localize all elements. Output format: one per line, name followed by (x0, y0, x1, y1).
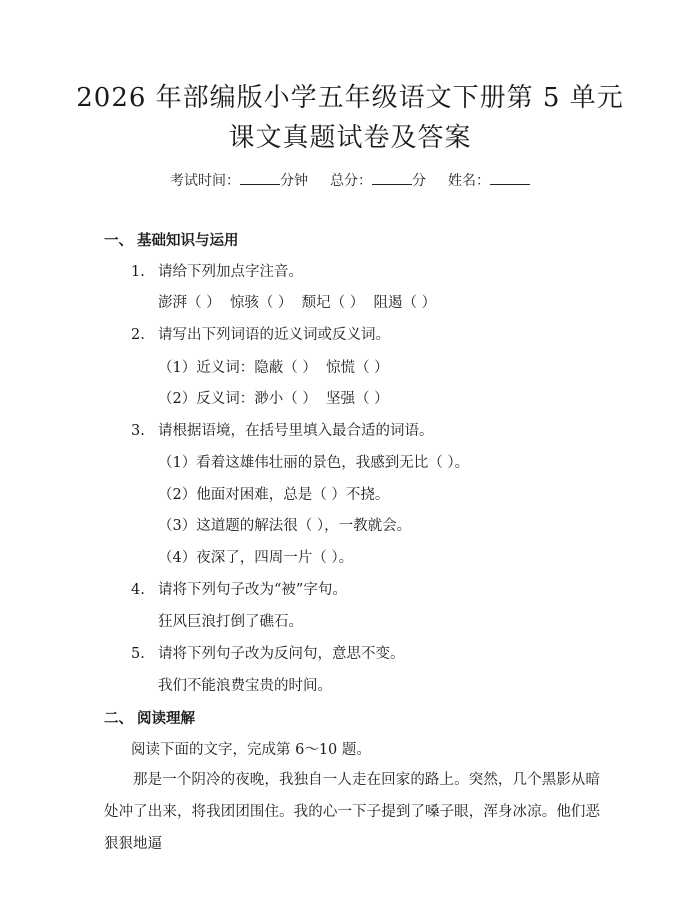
exam-meta (0, 170, 700, 190)
page-title-line1: 2026 年部编版小学五年级语文下册第 5 单元 (76, 83, 624, 113)
q2-line1: （1）近义词：隐蔽（ ） 惊慌（ ） (158, 360, 389, 376)
q3-text: 请根据语境，在括号里填入最合适的词语。 (158, 423, 434, 439)
q1-items: 澎湃（ ） 惊骇（ ） 颓圮（ ） 阻遏（ ） (158, 295, 437, 311)
score-unit: 分 (412, 173, 426, 189)
section2-number: 二、 (104, 710, 133, 727)
time-label: 考试时间： (170, 173, 240, 189)
q2-line2: （2）反义词：渺小（ ） 坚强（ ） (158, 391, 389, 407)
q4-sentence: 狂风巨浪打倒了礁石。 (158, 614, 303, 630)
q3-line4: （4）夜深了，四周一片（ ）。 (158, 550, 354, 566)
q3-number: 3. (131, 423, 145, 439)
q5-number: 5. (131, 646, 145, 662)
q3-line3: （3）这道题的解法很（ ），一教就会。 (158, 518, 412, 534)
q2-text: 请写出下列词语的近义词或反义词。 (158, 327, 390, 343)
q1-number: 1. (131, 264, 145, 280)
name-label: 姓名： (448, 173, 490, 189)
time-blank[interactable] (240, 172, 280, 185)
q5-sentence: 我们不能浪费宝贵的时间。 (158, 678, 332, 694)
name-blank[interactable] (490, 172, 530, 185)
time-unit: 分钟 (280, 173, 308, 189)
q4-number: 4. (131, 582, 145, 598)
q2-number: 2. (131, 327, 145, 343)
page-title-line2: 课文真题试卷及答案 (228, 123, 472, 153)
q3-line2: （2）他面对困难，总是（ ）不挠。 (158, 487, 390, 503)
reading-passage: 那是一个阴冷的夜晚，我独自一人走在回家的路上。突然，几个黑影从暗处冲了出来，将我团团围住。我的心一下子提到了嗓子眼，浑身冰凉。他们恶狠狠地逼 (104, 772, 600, 852)
reading-instruction: 阅读下面的文字，完成第 6～10 题。 (131, 742, 371, 758)
section1-number: 一、 (104, 232, 133, 249)
score-label: 总分： (330, 173, 372, 189)
q1-text: 请给下列加点字注音。 (158, 264, 303, 280)
section1-title: 基础知识与运用 (137, 232, 239, 249)
q5-text: 请将下列句子改为反问句，意思不变。 (158, 646, 405, 662)
q3-line1: （1）看着这雄伟壮丽的景色，我感到无比（ ）。 (158, 455, 470, 471)
score-blank[interactable] (372, 172, 412, 185)
q4-text: 请将下列句子改为“被”字句。 (158, 582, 347, 598)
section2-title: 阅读理解 (137, 710, 195, 727)
